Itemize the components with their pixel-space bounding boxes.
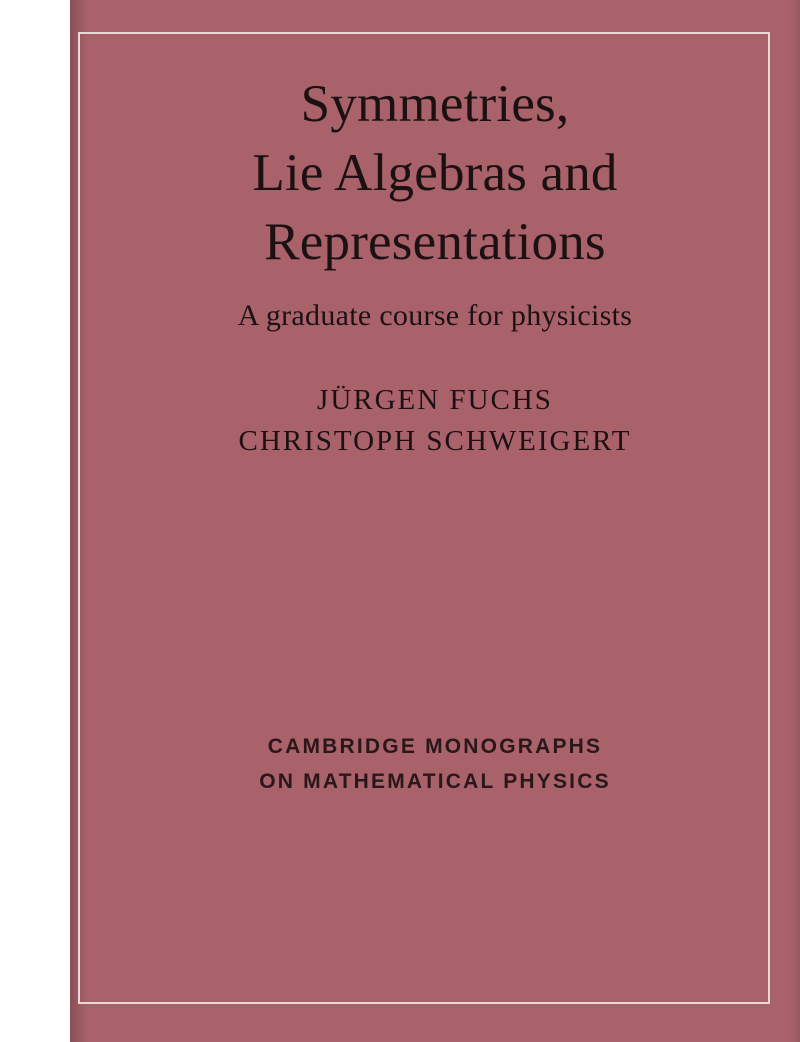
series-line-2: ON MATHEMATICAL PHYSICS — [259, 769, 611, 793]
author-block — [70, 380, 800, 461]
series-line-1: CAMBRIDGE MONOGRAPHS — [267, 735, 603, 758]
title-line-2: Lie Algebras and — [252, 143, 618, 202]
author-name-2: CHRISTOPH SCHWEIGERT — [238, 424, 632, 457]
title-line-3: Representations — [264, 212, 606, 271]
book-title — [70, 70, 800, 333]
title-line-1: Symmetries, — [300, 75, 570, 133]
cover-content — [70, 0, 800, 1042]
book-cover — [70, 0, 800, 1042]
author-name-1: JÜRGEN FUCHS — [317, 384, 553, 416]
book-subtitle: A graduate course for physicists — [237, 298, 633, 332]
series-block — [70, 730, 800, 799]
